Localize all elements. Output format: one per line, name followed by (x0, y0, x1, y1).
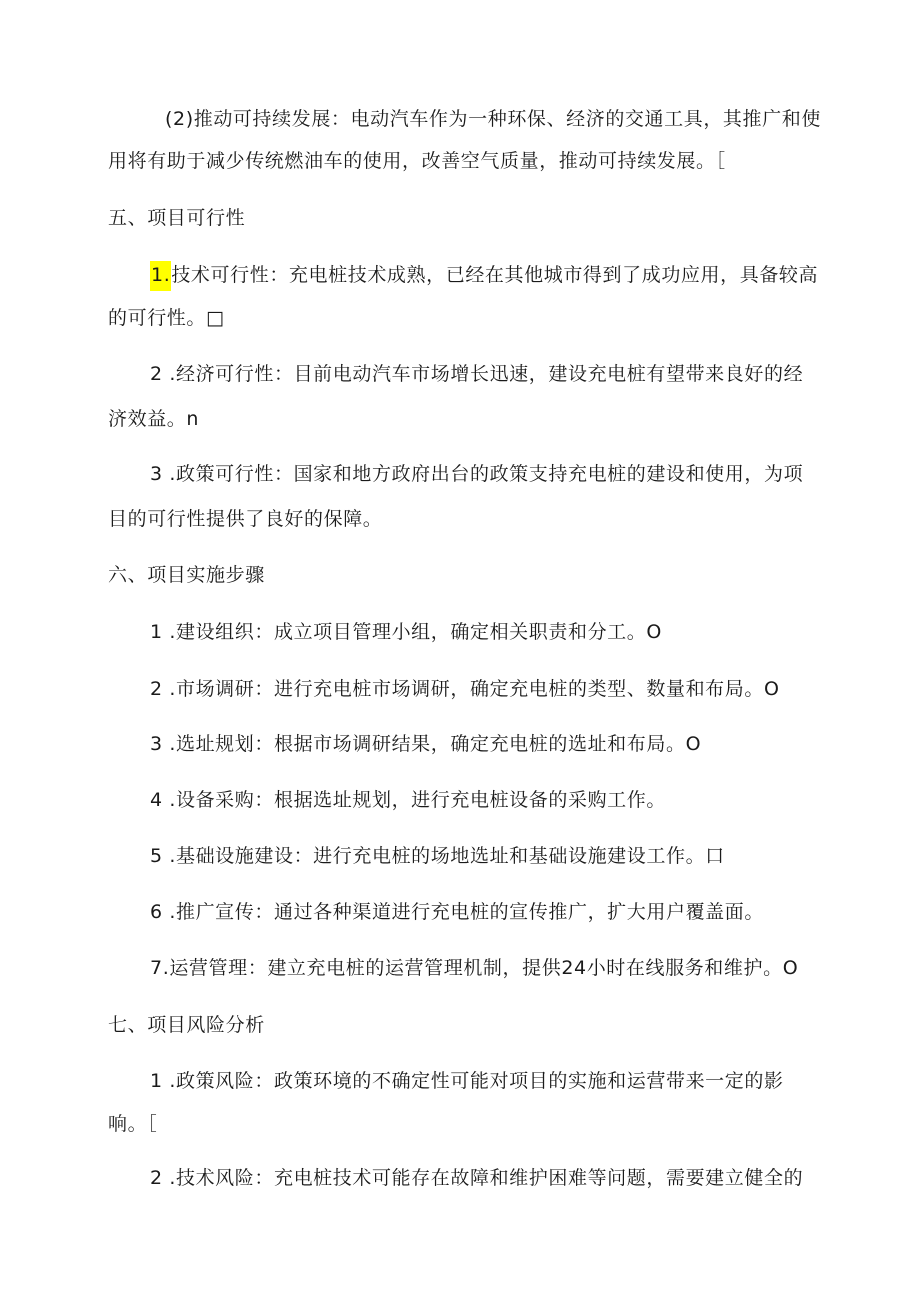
step-item-promotion: 6 .推广宣传：通过各种渠道进行充电桩的宣传推广，扩大用户覆盖面。 (150, 901, 764, 923)
risk-item-policy-cont: 响。［ (108, 1113, 158, 1135)
heading-implementation-steps: 六、项目实施步骤 (108, 564, 265, 586)
step-item-organization: 1 .建设组织：成立项目管理小组，确定相关职责和分工。O (150, 621, 662, 643)
item-number: 2 (150, 363, 163, 385)
feasibility-item-economic (150, 361, 803, 387)
step-item-site-planning: 3 .选址规划：根据市场调研结果，确定充电桩的选址和布局。O (150, 733, 702, 755)
feasibility-item-economic-cont: 济效益。n (108, 408, 200, 430)
step-item-infrastructure: 5 .基础设施建设：进行充电桩的场地选址和基础设施建设工作。口 (150, 845, 725, 867)
step-item-operations: 7.运营管理：建立充电桩的运营管理机制，提供24小时在线服务和维护。O (150, 957, 799, 979)
feasibility-item-technical-cont: 的可行性。□ (108, 307, 225, 329)
step-item-market-research: 2 .市场调研：进行充电桩市场调研，确定充电桩的类型、数量和布局。O (150, 678, 780, 700)
paragraph-sustainable-line-2: 用将有助于减少传统燃油车的使用，改善空气质量，推动可持续发展。［ (108, 150, 726, 172)
feasibility-item-economic-text: .经济可行性：目前电动汽车市场增长迅速，建设充电桩有望带来良好的经 (162, 363, 804, 385)
risk-item-technical: 2 .技术风险：充电桩技术可能存在故障和维护困难等问题，需要建立健全的 (150, 1167, 804, 1189)
highlight-mark: 1. (150, 261, 171, 291)
feasibility-item-policy-cont: 目的可行性提供了良好的保障。 (108, 508, 383, 530)
heading-risk-analysis: 七、项目风险分析 (108, 1014, 265, 1036)
risk-item-policy: 1 .政策风险：政策环境的不确定性可能对项目的实施和运营带来一定的影 (150, 1070, 784, 1092)
feasibility-item-technical-text: 技术可行性：充电桩技术成熟，已经在其他城市得到了成功应用，具备较高 (171, 264, 819, 286)
item-number: 3 (150, 463, 163, 485)
feasibility-item-policy-text: .政策可行性：国家和地方政府出台的政策支持充电桩的建设和使用，为项 (162, 463, 804, 485)
feasibility-item-policy (150, 461, 803, 487)
paragraph-sustainable-line-1: (2)推动可持续发展：电动汽车作为一种环保、经济的交通工具，其推广和使 (165, 108, 821, 130)
step-item-procurement: 4 .设备采购：根据选址规划，进行充电桩设备的采购工作。 (150, 789, 666, 811)
feasibility-item-technical (150, 262, 818, 288)
heading-feasibility: 五、项目可行性 (108, 207, 246, 229)
